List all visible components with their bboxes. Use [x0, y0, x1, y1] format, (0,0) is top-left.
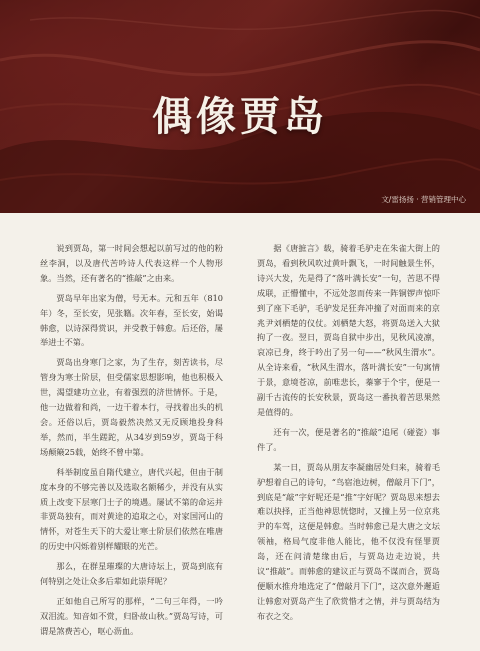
paragraph: 还有一次，便是著名的“推敲”追尾（碰瓷）事件了。: [257, 426, 440, 452]
paragraph: 说到贾岛，第一时间会想起以前写过的他的粉丝李洞，以及唐代苦吟诗人代表这样一个人物形象。当然，还有著名的“推敲”之由来。: [40, 243, 223, 283]
article-title: 偶像贾岛: [152, 93, 328, 140]
author-credit: 文/雷扬扬 · 营销管理中心: [381, 195, 466, 204]
paragraph: 贾岛出身寒门之家，为了生存，刻苦读书，尽管身为寒士阶层，但受儒家思想影响，他也积极入世，渴望建功立业，有着强烈的济世情怀。于是，他一边做着和尚，一边干着本行，寻找着出头的机会。还俗以后，贾岛毅然决然又无反顾地投身科举，然而，半生蹉跎，从34岁到59岁，贾岛于科场颠簸25载，始终不曾中第。: [40, 357, 223, 457]
left-column: [40, 241, 223, 644]
paragraph: 某一日，贾岛从朋友李凝幽居处归来，骑着毛驴想着自己的诗句，“鸟宿池边树，僧敲月下门”，到底是“敲”字好呢还是“推”字好呢？贾岛思来想去难以抉择，正当他神思恍惚时，又撞上另一位京兆尹的车驾，这便是韩愈。当时韩愈已是大唐之文坛领袖，格局气度非他人能比，他不仅没有怪罪贾岛，还在问清楚缘由后，与贾岛边走边说，共议“推敲”。而韩愈的建议正与贾岛不谋而合，贾岛便顺水推舟地选定了“僧敲月下门”，这次意外邂逅让韩愈对贾岛产生了欣赏惜才之情，并与贾岛结为布衣之交。: [257, 461, 440, 621]
paragraph: 正如他自己所写的那样，“二句三年得，一吟双泪流。知音如不赏，归卧故山秋。”贾岛写诗，可谓是煞费苦心，呕心沥血。: [40, 595, 223, 636]
paragraph: 那么，在群星璀璨的大唐诗坛上，贾岛到底有何特别之处让众多后辈如此崇拜呢？: [40, 561, 223, 587]
header-banner: [0, 0, 480, 213]
right-column: [257, 241, 440, 644]
paragraph: 据《唐摭言》载，骑着毛驴走在朱雀大街上的贾岛，看到秋风吹过黄叶飘飞，一时间触景生怀，诗兴大发，先是得了“落叶满长安”一句，苦思不得成联，正懵懂中，不远处忽而传来一阵铜锣声惊吓到了座下毛驴，毛驴发足狂奔冲撞了对面而来的京兆尹刘栖楚的仪仗。刘栖楚大怒，将贾岛送入大狱拘了一夜。翌日，贾岛自狱中步出，见秋风凌凛，哀凉已身，终于吟出了另一句——“秋风生渭水”。从全诗来看，“秋风生渭水，落叶满长安”一句寓情于景，意境苍凉，前唯悲长，蓁寥于个宇，便是一副千古流传的长安秋景，贾岛这一番执着苦思果然是值得的。: [257, 243, 440, 417]
paragraph: 贾岛早年出家为僧，号无本。元和五年（810年）冬，至长安，见张籍。次年春，至长安，始谒韩愈，以诗深得赏识，并受教于韩愈。后还俗，屡举进士不第。: [40, 292, 223, 348]
paragraph: 科举制度虽自隋代建立，唐代兴起，但由于制度本身的不够完善以及选取名额稀少，并没有从实质上改变下层寒门士子的境遇。屡试不第的命运并非贾岛独有，而对黄途的追取之心，对家国河山的情怀，对苍生天下的大爱让寒士阶层们依然在唯唐的历史中闪烁着别样耀眼的光芒。: [40, 466, 223, 552]
article-body: [40, 241, 440, 644]
